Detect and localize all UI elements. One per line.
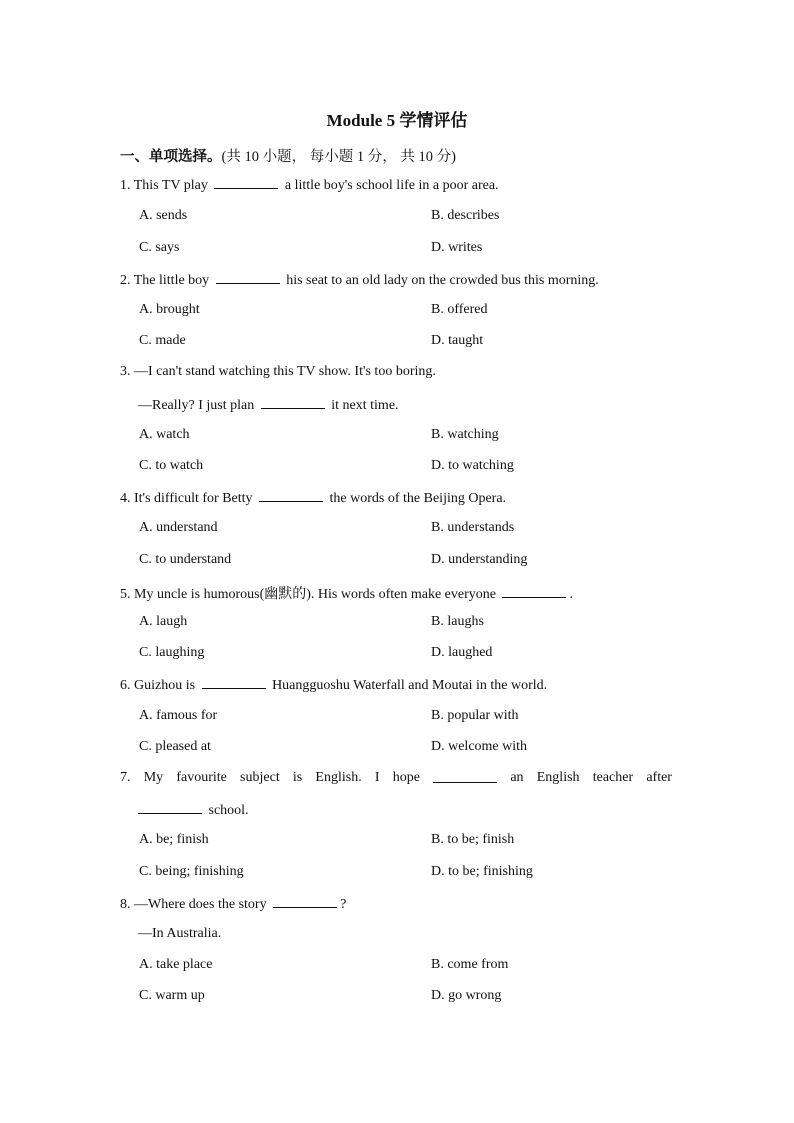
question-text-after: his seat to an old lady on the crowded bus this morning. bbox=[286, 273, 599, 288]
question-text-after: the words of the Beijing Opera. bbox=[329, 491, 507, 506]
option-b: B. come from bbox=[431, 957, 509, 972]
section-heading bbox=[120, 145, 456, 166]
question-text-after: it next time. bbox=[331, 398, 399, 413]
question-5 bbox=[120, 583, 573, 603]
question-word: subject bbox=[240, 770, 280, 785]
option-a: A. famous for bbox=[139, 708, 218, 723]
question-text-before: —Where does the story bbox=[134, 897, 267, 912]
question-text-after: . bbox=[569, 587, 573, 602]
option-b: B. understands bbox=[431, 520, 515, 535]
option-c: C. says bbox=[139, 240, 180, 255]
question-text-after: school. bbox=[208, 803, 249, 818]
option-b: B. describes bbox=[431, 208, 500, 223]
option-c: C. laughing bbox=[139, 645, 205, 660]
question-word: after bbox=[646, 770, 672, 785]
question-4 bbox=[120, 489, 506, 507]
option-a: A. watch bbox=[139, 427, 190, 442]
question-6 bbox=[120, 676, 547, 694]
page-title: Module 5 学情评估 bbox=[326, 111, 468, 130]
question-number: 1. bbox=[120, 178, 131, 193]
option-d: D. laughed bbox=[431, 645, 493, 660]
question-1 bbox=[120, 176, 499, 194]
question-number: 8. bbox=[120, 897, 131, 912]
question-word: hope bbox=[392, 770, 420, 785]
option-b: B. popular with bbox=[431, 708, 519, 723]
option-d: D. go wrong bbox=[431, 988, 502, 1003]
question-3 bbox=[120, 364, 436, 380]
question-word: is bbox=[292, 770, 303, 785]
question-number: 3. bbox=[120, 364, 131, 379]
answer-blank bbox=[273, 895, 337, 908]
option-b: B. offered bbox=[431, 302, 488, 317]
question-number: 6. bbox=[120, 678, 131, 693]
question-number: 4. bbox=[120, 491, 131, 506]
option-b: B. laughs bbox=[431, 614, 484, 629]
question-text-before: This TV play bbox=[133, 178, 208, 193]
answer-blank bbox=[261, 396, 325, 409]
answer-blank bbox=[259, 489, 323, 502]
question-8-line-2: —In Australia. bbox=[138, 926, 222, 941]
option-c: C. warm up bbox=[139, 988, 205, 1003]
question-text-before: It's difficult for Betty bbox=[134, 491, 253, 506]
question-word: 7. bbox=[120, 770, 131, 785]
option-a: A. understand bbox=[139, 520, 218, 535]
question-word: English bbox=[536, 770, 580, 785]
option-a: A. be; finish bbox=[139, 832, 209, 847]
answer-blank bbox=[216, 271, 280, 284]
question-text-after: Huangguoshu Waterfall and Moutai in the world. bbox=[272, 678, 548, 693]
answer-blank bbox=[214, 176, 278, 189]
question-text-before: Guizhou is bbox=[134, 678, 196, 693]
option-d: D. welcome with bbox=[431, 739, 528, 754]
answer-blank bbox=[502, 585, 566, 598]
question-8 bbox=[120, 895, 346, 913]
section-label: 一、单项选择。 bbox=[120, 149, 222, 165]
option-d: D. understanding bbox=[431, 552, 528, 567]
option-a: A. sends bbox=[139, 208, 188, 223]
question-text-before: —Really? I just plan bbox=[138, 398, 255, 413]
question-text-after: ? bbox=[340, 897, 347, 912]
question-word: English. bbox=[315, 770, 362, 785]
option-a: A. take place bbox=[139, 957, 213, 972]
question-word: an bbox=[510, 770, 524, 785]
question-3-line-2 bbox=[138, 396, 399, 414]
question-word: teacher bbox=[592, 770, 634, 785]
answer-blank bbox=[433, 770, 497, 783]
option-b: B. watching bbox=[431, 427, 499, 442]
question-number: 5. bbox=[120, 587, 131, 602]
question-dialogue-line-1: —I can't stand watching this TV show. It's too boring. bbox=[134, 364, 436, 379]
question-word: favourite bbox=[176, 770, 227, 785]
option-d: D. to be; finishing bbox=[431, 864, 533, 879]
section-scoring-note: (共 10 小题， 每小题 1 分， 共 10 分) bbox=[221, 149, 456, 165]
answer-blank bbox=[202, 676, 266, 689]
option-c: C. to watch bbox=[139, 458, 204, 473]
question-7-line-2 bbox=[138, 801, 249, 819]
option-c: C. to understand bbox=[139, 552, 232, 567]
option-a: A. laugh bbox=[139, 614, 188, 629]
question-text-after: a little boy's school life in a poor area. bbox=[284, 178, 499, 193]
option-d: D. writes bbox=[431, 240, 483, 255]
question-word: My bbox=[143, 770, 164, 785]
option-b: B. to be; finish bbox=[431, 832, 515, 847]
question-2 bbox=[120, 271, 599, 289]
question-number: 2. bbox=[120, 273, 131, 288]
question-text-before: The little boy bbox=[133, 273, 210, 288]
option-d: D. to watching bbox=[431, 458, 514, 473]
answer-blank bbox=[138, 801, 202, 814]
question-word: I bbox=[374, 770, 380, 785]
option-c: C. pleased at bbox=[139, 739, 211, 754]
question-text-before: My uncle is humorous(幽默的). His words often make everyone bbox=[134, 587, 496, 602]
option-c: C. made bbox=[139, 333, 186, 348]
option-c: C. being; finishing bbox=[139, 864, 244, 879]
option-a: A. brought bbox=[139, 302, 200, 317]
option-d: D. taught bbox=[431, 333, 484, 348]
question-7 bbox=[120, 770, 672, 786]
